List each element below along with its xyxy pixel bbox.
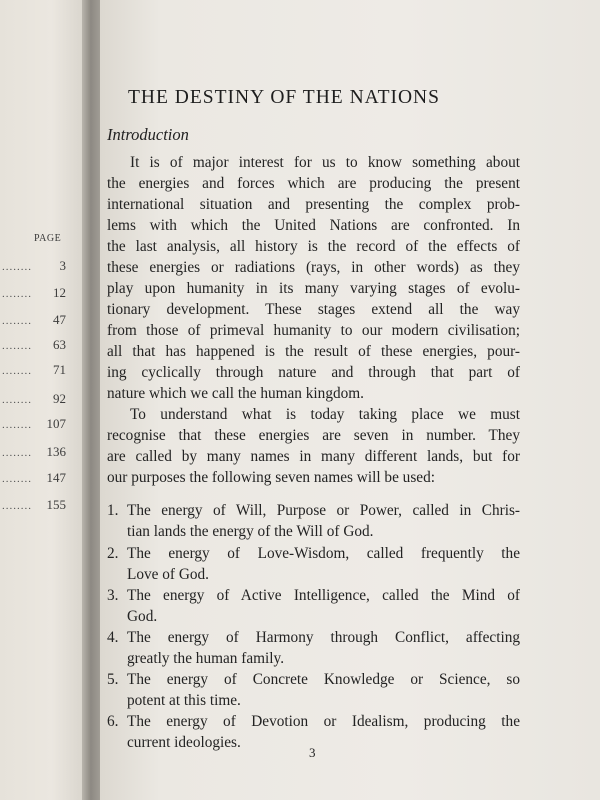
list-item-line: The energy of Concrete Knowledge or Science, so [127,671,520,688]
paragraph-line: lems with which the United Nations are confronted. In [107,217,520,234]
toc-page-number: 3 [59,258,66,273]
list-item-number: 2. [107,545,119,562]
toc-page-number: 136 [46,444,66,459]
section-heading: Introduction [107,125,189,144]
paragraph-line: from those of primeval humanity to our modern civilisation; [107,322,520,339]
list-item-number: 6. [107,713,119,730]
toc-entry [0,444,66,464]
paragraph-line: the last analysis, all history is the record of the effects of [107,238,520,255]
list-item-line: The energy of Active Intelligence, called the Mind of [127,587,520,604]
toc-entry [0,312,66,332]
toc-page-number: 107 [46,416,66,431]
toc-page-number: 147 [46,470,66,485]
list-item-line: The energy of Harmony through Conflict, affecting [127,629,520,646]
list-item-number: 3. [107,587,119,604]
list-item-number: 4. [107,629,119,646]
toc-leader-dots: ........ [2,394,32,406]
toc-page-number: 12 [53,285,66,300]
page-title: THE DESTINY OF THE NATIONS [128,87,440,108]
toc-entry [0,362,66,382]
paragraph-line: play upon humanity in its many varying stages of evolu- [107,280,520,297]
toc-leader-dots: ........ [2,500,32,512]
toc-leader-dots: ........ [2,473,32,485]
toc-page-number: 155 [46,497,66,512]
left-page [0,0,86,800]
toc-leader-dots: ........ [2,315,32,327]
list-item-line: The energy of Devotion or Idealism, producing the [127,713,520,730]
toc-page-number: 47 [53,312,66,327]
toc-entry [0,391,66,411]
toc-page-header: PAGE [34,233,62,244]
paragraph-line: these energies or radiations (rays, in other words) as they [107,259,520,276]
paragraph-line: nature which we call the human kingdom. [107,385,364,402]
toc-entry [0,470,66,490]
toc-leader-dots: ........ [2,261,32,273]
paragraph-line: our purposes the following seven names will be used: [107,469,435,486]
toc-entry [0,497,66,517]
paragraph-line: ing cyclically through nature and through that part of [107,364,520,381]
list-item-line: Love of God. [127,566,209,583]
list-item-line: current ideologies. [127,734,241,751]
toc-leader-dots: ........ [2,340,32,352]
list-item-number: 5. [107,671,119,688]
list-item-line: greatly the human family. [127,650,285,667]
paragraph-line: the energies and forces which are producing the present [107,175,520,192]
list-item-line: The energy of Love-Wisdom, called frequently the [127,545,520,562]
toc-page-number: 92 [53,391,66,406]
toc-leader-dots: ........ [2,365,32,377]
paragraph-line: To understand what is today taking place we must [130,406,520,423]
list-item-line: potent at this time. [127,692,241,709]
paragraph-line: recognise that these energies are seven in number. They [107,427,520,444]
paragraph-line: It is of major interest for us to know something about [130,154,520,171]
paragraph-line: tionary development. These stages extend all the way [107,301,520,318]
list-item-line: The energy of Will, Purpose or Power, called in Chris- [127,502,520,519]
paragraph-line: are called by many names in many different lands, but for [107,448,520,465]
page-number: 3 [309,745,316,760]
toc-entry [0,416,66,436]
toc-entry [0,337,66,357]
toc-entry [0,285,66,305]
paragraph-line: all that has happened is the result of these energies, pour- [107,343,520,360]
toc-page-number: 63 [53,337,66,352]
toc-leader-dots: ........ [2,447,32,459]
toc-leader-dots: ........ [2,288,32,300]
toc-entry [0,258,66,278]
list-item-number: 1. [107,502,119,519]
list-item-line: tian lands the energy of the Will of God. [127,523,374,540]
paragraph-line: international situation and presenting the complex prob- [107,196,520,213]
list-item-line: God. [127,608,158,625]
toc-page-number: 71 [53,362,66,377]
toc-leader-dots: ........ [2,419,32,431]
